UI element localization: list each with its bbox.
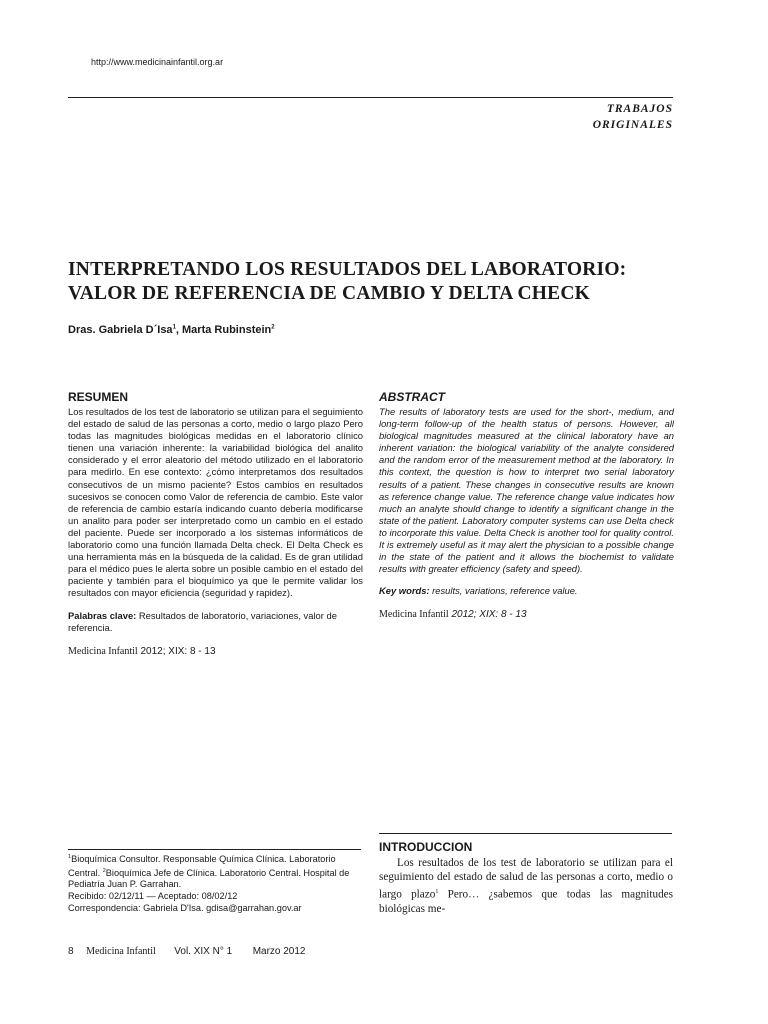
journal-url[interactable]: http://www.medicinainfantil.org.ar xyxy=(91,57,224,67)
affiliations xyxy=(68,852,363,891)
abstract-citation xyxy=(379,609,674,620)
abstract-keywords-label: Key words: xyxy=(379,585,430,597)
intro-heading: INTRODUCCION xyxy=(379,840,473,854)
page-number: 8 xyxy=(68,946,74,957)
resumen-cite-journal: Medicina Infantil xyxy=(68,645,138,657)
page-footer xyxy=(68,946,316,957)
resumen-keywords-label: Palabras clave: xyxy=(68,609,137,621)
abstract-cite-journal: Medicina Infantil xyxy=(379,609,449,621)
authors xyxy=(68,324,275,336)
section-label xyxy=(593,101,673,133)
abstract-text: The results of laboratory tests are used for the short-, medium, and long-term follow-up of the health status of persons. However, all biological magnitudes measured at the clinical laboratory have an inherent variation: the biological variability of the analyte considered and the random error of the measurement method at the laboratory. In this context, the question is how to interpret two serial laboratory results of a patient. These changes in consecutive results are known as reference change value. The reference change value indicates how much an analyte should change to identify a significant change in the state of the patient. Laboratory computer systems can use Delta check to incorporate this value. Delta Check is another tool for quality control. It is extremely useful as it may alert the physician to a possible change in the state of the patient and it allows the biochemist to validate results with greater efficiency (safety and speed). xyxy=(379,406,674,575)
resumen-citation xyxy=(68,646,363,657)
title-line-1: INTERPRETANDO LOS RESULTADOS DEL LABORATORIO: xyxy=(68,259,627,280)
resumen-heading: RESUMEN xyxy=(68,390,129,404)
resumen-keywords xyxy=(68,610,363,634)
footnote-1-text: Bioquímica Consultor. Responsable Química Clínica. Laboratorio Central. xyxy=(68,854,336,878)
footnote-rule xyxy=(68,849,361,850)
abstract-section xyxy=(379,390,674,620)
header-rule xyxy=(68,97,673,98)
footer-volume: Vol. XIX N° 1 xyxy=(174,946,233,957)
footnote-2-text: Bioquímica Jefe de Clínica. Laboratorio Central. Hospital de Pediatría Juan P. Garrahan. xyxy=(68,867,350,890)
resumen-cite-rest: 2012; XIX: 8 - 13 xyxy=(137,645,216,657)
intro-text-a: Los resultados de los test de laboratorio se utilizan para el seguimiento del estado de salud de las personas a corto, medio o largo plazo xyxy=(379,857,673,901)
footnote-2-marker: 2 xyxy=(102,867,106,874)
resumen-section xyxy=(68,390,363,657)
intro-ref-1: 1 xyxy=(435,888,439,895)
section-line-1: TRABAJOS xyxy=(606,103,673,115)
author-2-affiliation: 2 xyxy=(271,324,275,331)
footer-date: Marzo 2012 xyxy=(252,946,306,957)
correspondence: Correspondencia: Gabriela D'Isa. gdisa@garrahan.gov.ar xyxy=(68,902,302,913)
footnotes xyxy=(68,852,363,914)
resumen-keywords-list: Resultados de laboratorio, variaciones, valor de referencia. xyxy=(68,609,337,633)
intro-text-b: Pero… ¿sabemos que todas las magnitudes biológicas me- xyxy=(379,888,674,915)
author-1: Dras. Gabriela D´Isa xyxy=(68,324,173,336)
author-1-affiliation: 1 xyxy=(172,324,176,331)
received-dates: Recibido: 02/12/11 — Aceptado: 08/02/12 xyxy=(68,890,238,901)
footnote-1-marker: 1 xyxy=(68,854,72,860)
intro-rule xyxy=(379,833,672,834)
title-line-2: VALOR DE REFERENCIA DE CAMBIO Y DELTA CHECK xyxy=(68,283,591,304)
author-2: , Marta Rubinstein xyxy=(175,324,272,336)
abstract-heading: ABSTRACT xyxy=(379,390,445,404)
article-title xyxy=(68,258,708,306)
abstract-keywords xyxy=(379,585,674,597)
abstract-cite-rest: 2012; XIX: 8 - 13 xyxy=(448,609,527,621)
intro-text xyxy=(379,856,673,916)
resumen-text: Los resultados de los test de laboratorio se utilizan para el seguimiento del estado de salud de las personas a corto, medio o largo plazo Pero todas las magnitudes biológicas medidas en el laboratorio clínico tienen una variación inherente: la variabilidad biológica del analito considerado y el error aleatorio del método utilizado en el laboratorio para medirlo. En ese contexto: ¿cómo interpretamos dos resultados consecutivos de un mismo paciente? Estos cambios en resultados sucesivos se conocen como Valor de referencia de cambio. Este valor de referencia de cambio estaría indicando cuanto debería modificarse un analito para poder ser interpretado como un cambio en el estado del paciente. Puede ser incorporado a los sistemas informáticos de laboratorio como una función llamada Delta check. El Delta Check es una herramienta más en la búsqueda de la calidad. Es de gran utilidad para el médico pues le alerta sobre un posible cambio en el estado del paciente y también para el bioquímico ya que le permite validar los resultados con mayor eficiencia (seguridad y rapidez). xyxy=(68,406,363,599)
footer-journal: Medicina Infantil xyxy=(86,946,156,957)
abstract-keywords-list: results, variations, reference value. xyxy=(429,585,578,597)
section-line-2: ORIGINALES xyxy=(592,119,673,131)
introduccion-section xyxy=(379,840,673,916)
